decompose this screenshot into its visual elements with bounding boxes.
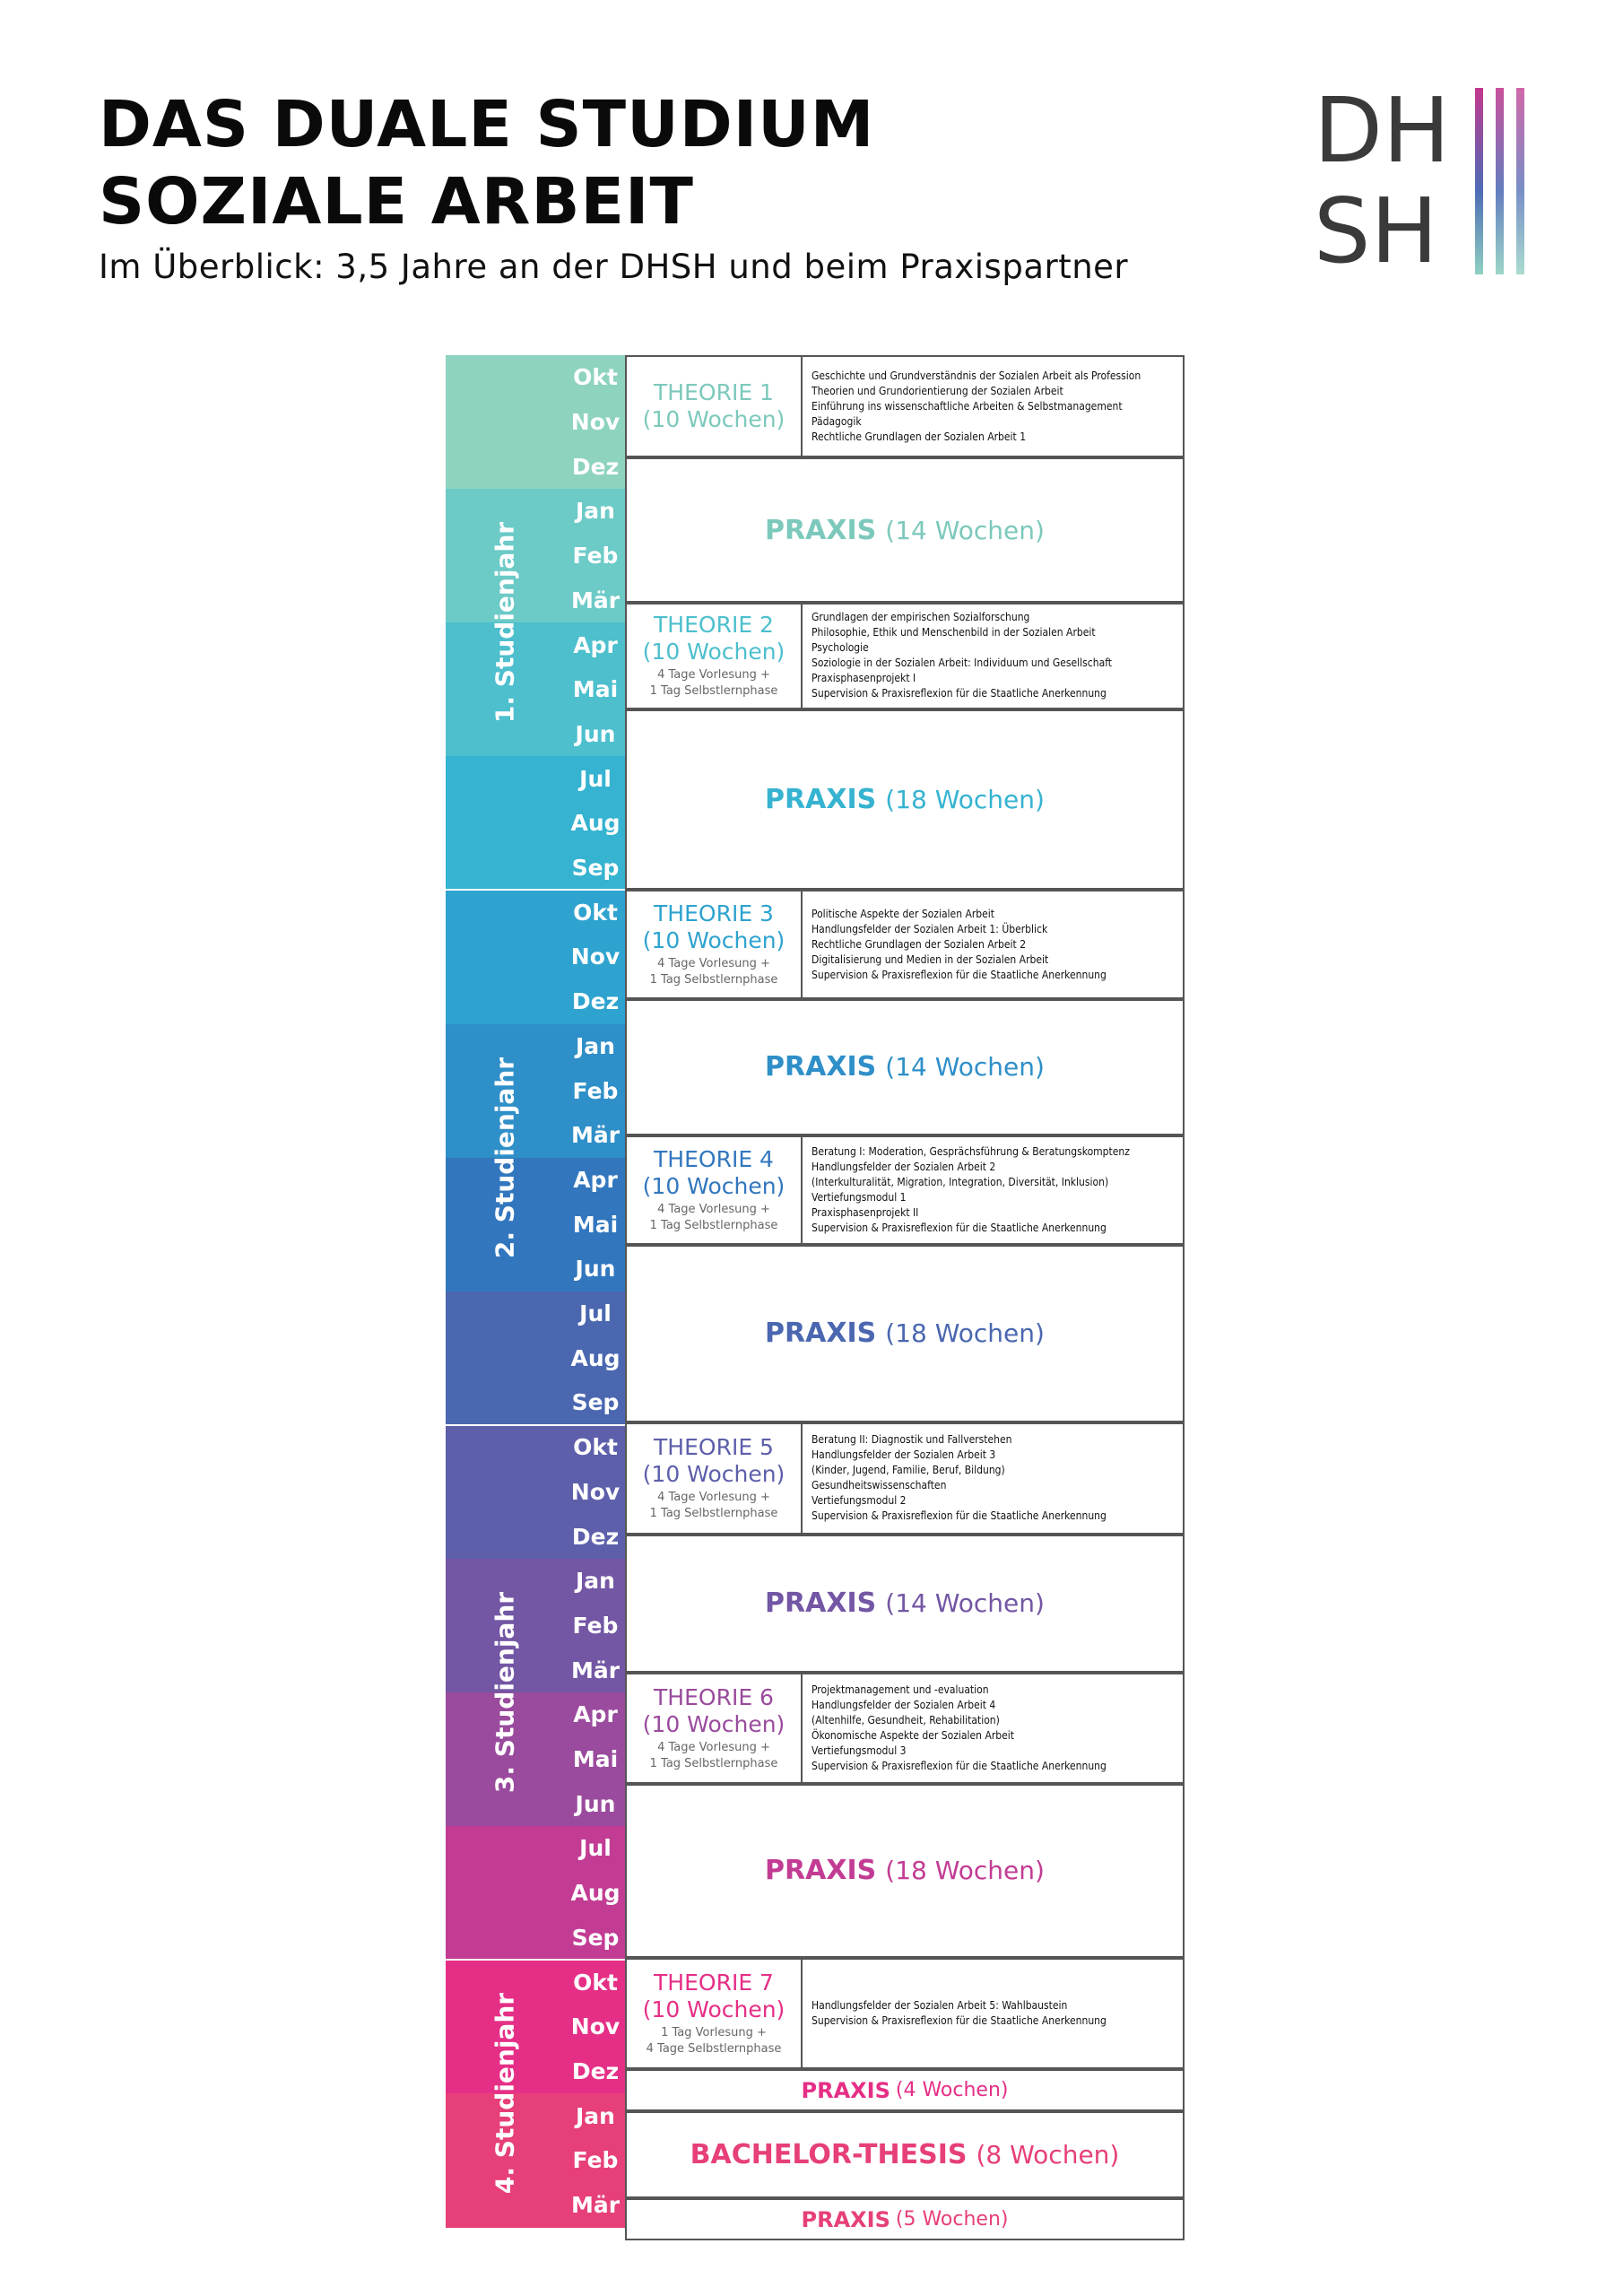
- praxis-duration: (18 Wochen): [885, 785, 1045, 815]
- month-label: Mai: [572, 1211, 619, 1238]
- theorie-schedule: 1 Tag Selbstlernphase: [649, 1756, 778, 1770]
- praxis-duration: (5 Wochen): [895, 2208, 1009, 2231]
- month-label: Jul: [579, 1300, 612, 1327]
- theorie-schedule: 1 Tag Selbstlernphase: [649, 1218, 778, 1232]
- month-label: Dez: [571, 2057, 620, 2084]
- page-subtitle: Im Überblick: 3,5 Jahre an der DHSH und beim Praxispartner: [99, 248, 1129, 286]
- logo-line-2: SH: [1314, 178, 1438, 283]
- praxis-label: PRAXIS: [801, 2206, 890, 2232]
- theorie-schedule: 4 Tage Selbstlernphase: [646, 2041, 782, 2056]
- theorie-schedule: 4 Tage Vorlesung +: [657, 668, 770, 683]
- module-item: (Kinder, Jugend, Familie, Beruf, Bildung): [812, 1464, 1005, 1477]
- month-label: Jun: [575, 1256, 616, 1283]
- praxis-duration: (14 Wochen): [885, 1052, 1045, 1083]
- praxis-duration: (8 Wochen): [976, 2140, 1120, 2170]
- praxis-label: PRAXIS: [765, 1587, 877, 1620]
- theorie-title: THEORIE 1: [654, 379, 774, 406]
- month-label: Dez: [571, 1523, 620, 1550]
- month-label: Feb: [572, 2147, 619, 2174]
- theorie-title: THEORIE 6: [654, 1683, 774, 1710]
- theorie-duration: (10 Wochen): [642, 406, 785, 433]
- month-label: Feb: [572, 1077, 619, 1104]
- module-item: Vertiefungsmodul 1: [812, 1190, 907, 1204]
- month-label: Okt: [573, 1434, 618, 1461]
- theorie-duration: (10 Wochen): [642, 1172, 785, 1199]
- month-label: Apr: [573, 631, 618, 658]
- module-item: Theorien und Grundorientierung der Sozialen Arbeit: [812, 384, 1063, 397]
- module-item: Psychologie: [812, 641, 869, 655]
- module-item: Rechtliche Grundlagen der Sozialen Arbeit 2: [812, 937, 1027, 951]
- month-label: Sep: [571, 855, 620, 882]
- module-item: Handlungsfelder der Sozialen Arbeit 2: [812, 1160, 996, 1173]
- praxis-label: PRAXIS: [765, 1051, 877, 1083]
- praxis-duration: (18 Wochen): [885, 1318, 1045, 1349]
- month-label: Sep: [571, 1389, 620, 1416]
- month-label: Mär: [570, 1122, 621, 1149]
- module-item: Ökonomische Aspekte der Sozialen Arbeit: [812, 1728, 1014, 1742]
- module-item: Beratung I: Moderation, Gesprächsführung & Beratungskomptenz: [812, 1144, 1130, 1158]
- module-item: Einführung ins wissenschaftliche Arbeiten & Selbstmanagement: [812, 399, 1123, 413]
- theorie-schedule: 4 Tage Vorlesung +: [657, 1491, 770, 1505]
- module-item: Supervision & Praxisreflexion für die Staatliche Anerkennung: [812, 968, 1107, 981]
- theorie-schedule: 1 Tag Vorlesung +: [661, 2025, 767, 2039]
- module-item: Supervision & Praxisreflexion für die Staatliche Anerkennung: [812, 1509, 1107, 1523]
- module-item: Soziologie in der Sozialen Arbeit: Individuum und Gesellschaft: [812, 657, 1113, 670]
- theorie-duration: (10 Wochen): [642, 1710, 785, 1737]
- month-label: Okt: [573, 899, 618, 926]
- praxis-label: PRAXIS: [765, 1855, 877, 1887]
- year-separator: [446, 889, 627, 891]
- year-separator: [446, 1959, 627, 1961]
- theorie-title: THEORIE 3: [654, 900, 774, 927]
- module-item: Handlungsfelder der Sozialen Arbeit 1: Überblick: [812, 922, 1048, 935]
- praxis-label: PRAXIS: [765, 784, 877, 816]
- theorie-schedule: 4 Tage Vorlesung +: [657, 1202, 770, 1216]
- month-label: Nov: [570, 2013, 621, 2040]
- module-item: Rechtliche Grundlagen der Sozialen Arbeit 1: [812, 430, 1027, 443]
- month-label: Okt: [573, 364, 618, 391]
- praxis-duration: (14 Wochen): [885, 515, 1045, 545]
- module-item: Handlungsfelder der Sozialen Arbeit 3: [812, 1448, 996, 1462]
- module-item: Handlungsfelder der Sozialen Arbeit 4: [812, 1698, 996, 1711]
- module-item: Projektmanagement und -evaluation: [812, 1683, 989, 1696]
- title-line-1: DAS DUALE STUDIUM: [99, 87, 875, 161]
- theorie-schedule: 4 Tage Vorlesung +: [657, 1740, 770, 1754]
- module-item: Geschichte und Grundverständnis der Sozialen Arbeit als Profession: [812, 369, 1141, 382]
- month-label: Mär: [570, 587, 621, 613]
- theorie-schedule: 1 Tag Selbstlernphase: [649, 1507, 778, 1521]
- praxis-duration: (18 Wochen): [885, 1856, 1045, 1886]
- month-label: Aug: [570, 810, 621, 837]
- praxis-label: BACHELOR-THESIS: [690, 2139, 968, 2171]
- module-item: Handlungsfelder der Sozialen Arbeit 5: Wahlbaustein: [812, 1998, 1068, 2012]
- month-label: Mär: [570, 2192, 621, 2219]
- month-label: Mai: [572, 1746, 619, 1773]
- module-item: Supervision & Praxisreflexion für die Staatliche Anerkennung: [812, 2013, 1107, 2027]
- module-item: Grundlagen der empirischen Sozialforschung: [812, 611, 1030, 624]
- theorie-title: THEORIE 2: [654, 612, 774, 639]
- year-label: 1. Studienjahr: [490, 522, 520, 724]
- month-label: Feb: [572, 543, 619, 570]
- theorie-duration: (10 Wochen): [642, 927, 785, 954]
- schedule-frame: [625, 355, 1185, 2240]
- month-label: Jul: [579, 765, 612, 792]
- theorie-schedule: 4 Tage Vorlesung +: [657, 957, 770, 971]
- module-item: Politische Aspekte der Sozialen Arbeit: [812, 907, 995, 920]
- year-label: 4. Studienjahr: [490, 1993, 520, 2195]
- month-label: Dez: [571, 453, 620, 480]
- year-separator: [446, 1424, 627, 1426]
- month-label: Apr: [573, 1166, 618, 1193]
- month-label: Jan: [576, 498, 615, 525]
- theorie-duration: (10 Wochen): [642, 1996, 785, 2022]
- month-label: Nov: [570, 1478, 621, 1505]
- module-item: Pädagogik: [812, 414, 862, 428]
- month-label: Aug: [570, 1344, 621, 1371]
- theorie-duration: (10 Wochen): [642, 1461, 785, 1488]
- module-item: Supervision & Praxisreflexion für die Staatliche Anerkennung: [812, 1759, 1107, 1772]
- module-item: Digitalisierung und Medien in der Sozialen Arbeit: [812, 952, 1049, 966]
- month-label: Nov: [570, 944, 621, 970]
- module-item: Praxisphasenprojekt I: [812, 672, 916, 685]
- theorie-duration: (10 Wochen): [642, 639, 785, 665]
- month-label: Aug: [570, 1880, 621, 1907]
- module-item: Vertiefungsmodul 3: [812, 1744, 907, 1757]
- praxis-label: PRAXIS: [765, 1318, 877, 1350]
- module-item: Supervision & Praxisreflexion für die Staatliche Anerkennung: [812, 687, 1107, 700]
- logo-line-1: DH: [1314, 78, 1451, 183]
- month-label: Mär: [570, 1657, 621, 1683]
- month-label: Jan: [576, 2102, 615, 2129]
- month-label: Jun: [575, 720, 616, 747]
- praxis-duration: (14 Wochen): [885, 1588, 1045, 1619]
- theorie-title: THEORIE 5: [654, 1434, 774, 1461]
- month-label: Mai: [572, 676, 619, 703]
- praxis-duration: (4 Wochen): [895, 2079, 1009, 2102]
- month-label: Sep: [571, 1924, 620, 1951]
- theorie-schedule: 1 Tag Selbstlernphase: [649, 684, 778, 699]
- module-item: Vertiefungsmodul 2: [812, 1494, 907, 1508]
- title-line-2: SOZIALE ARBEIT: [99, 164, 694, 239]
- month-label: Jun: [575, 1790, 616, 1817]
- month-label: Jan: [576, 1032, 615, 1059]
- month-label: Jan: [576, 1568, 615, 1595]
- module-item: Gesundheitswissenschaften: [812, 1479, 947, 1492]
- theorie-title: THEORIE 7: [654, 1969, 774, 1996]
- month-label: Feb: [572, 1612, 619, 1639]
- module-item: Beratung II: Diagnostik und Fallverstehen: [812, 1433, 1012, 1447]
- module-item: Praxisphasenprojekt II: [812, 1205, 919, 1219]
- theorie-schedule: 1 Tag Selbstlernphase: [649, 973, 778, 987]
- year-label: 3. Studienjahr: [490, 1591, 520, 1794]
- praxis-label: PRAXIS: [765, 514, 877, 546]
- year-label: 2. Studienjahr: [490, 1057, 520, 1258]
- month-label: Jul: [579, 1835, 612, 1862]
- module-item: (Altenhilfe, Gesundheit, Rehabilitation): [812, 1713, 1000, 1726]
- module-item: Supervision & Praxisreflexion für die Staatliche Anerkennung: [812, 1221, 1107, 1234]
- month-label: Dez: [571, 988, 620, 1015]
- month-label: Okt: [573, 1969, 618, 1996]
- module-item: Philosophie, Ethik und Menschenbild in der Sozialen Arbeit: [812, 626, 1096, 639]
- month-label: Nov: [570, 409, 621, 436]
- praxis-label: PRAXIS: [801, 2077, 890, 2103]
- module-item: (Interkulturalität, Migration, Integration, Diversität, Inklusion): [812, 1175, 1109, 1188]
- theorie-title: THEORIE 4: [654, 1145, 774, 1172]
- month-label: Apr: [573, 1701, 618, 1728]
